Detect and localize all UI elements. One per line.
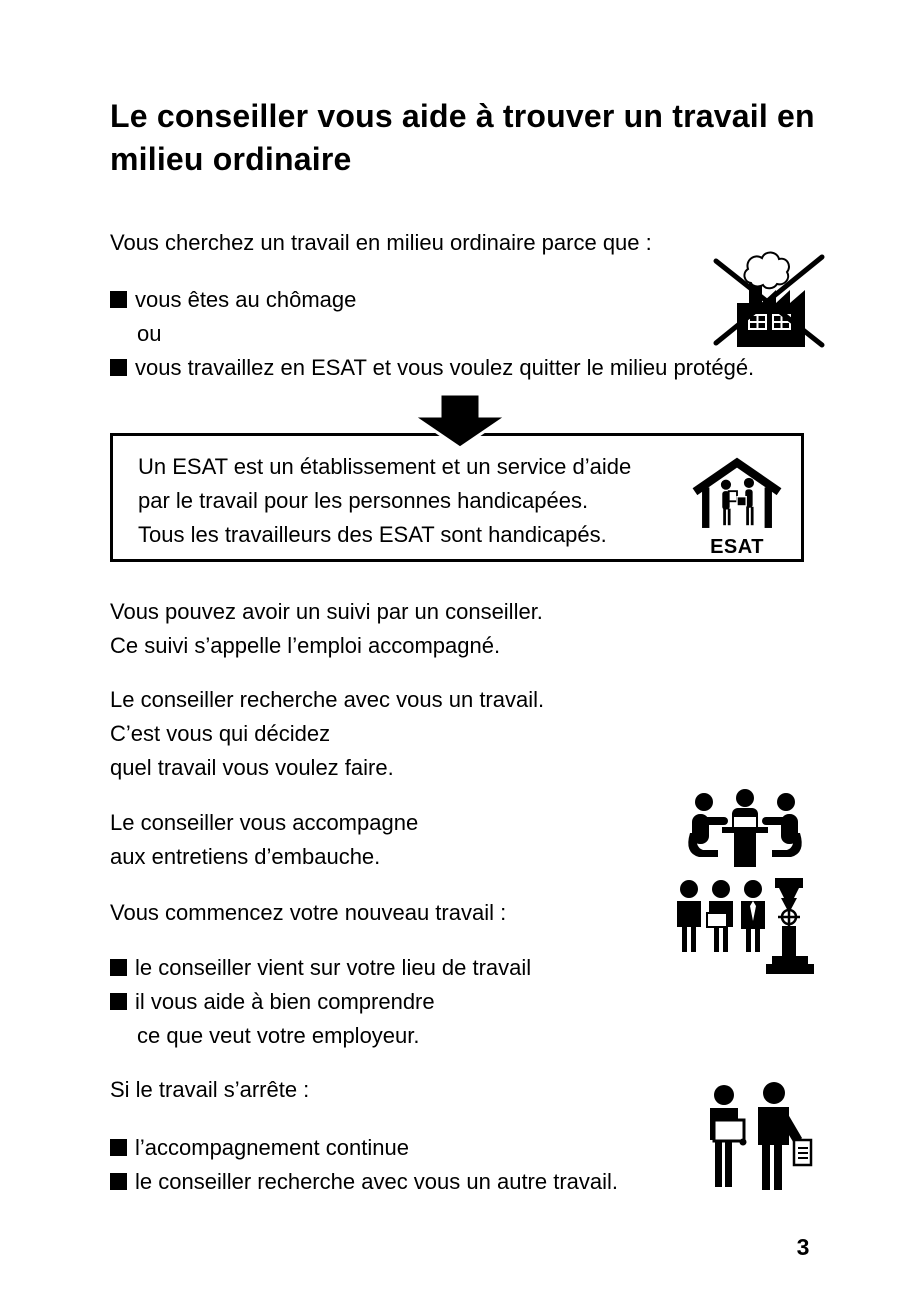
esat-box-line-3: Tous les travailleurs des ESAT sont handicapés.: [138, 522, 607, 547]
intro-bullet-2: [110, 351, 754, 385]
search-line-3: quel travail vous voulez faire.: [110, 755, 394, 780]
intro-connector: [137, 317, 161, 351]
bullet-square-icon: [110, 993, 127, 1010]
search-line-2: C’est vous qui décidez: [110, 721, 331, 746]
bullet-square-icon: [110, 291, 127, 308]
new-job-bullet-2: [110, 985, 435, 1019]
crossed-out-factory-icon: [710, 243, 828, 355]
esat-box-line-1: Un ESAT est un établissement et un service d’aide: [138, 454, 632, 479]
new-job-bullet-2-continuation-text: ce que veut votre employeur.: [137, 1023, 420, 1048]
intro-bullet-2-text: vous travaillez en ESAT et vous voulez quitter le milieu protégé.: [135, 355, 755, 380]
new-job-lead: [110, 896, 506, 930]
page-title: Le conseiller vous aide à trouver un travail en milieu ordinaire: [110, 98, 815, 177]
new-job-bullet-1: [110, 951, 531, 985]
follow-up-line-1: Vous pouvez avoir un suivi par un conseiller.: [110, 599, 543, 624]
job-end-bullet-1-text: l’accompagnement continue: [135, 1135, 409, 1160]
bullet-square-icon: [110, 1139, 127, 1156]
job-end-bullet-1: [110, 1131, 409, 1165]
page-number: 3: [796, 1234, 810, 1260]
esat-house-icon: [691, 456, 783, 530]
counselor-worker-icon: [697, 1082, 813, 1192]
new-job-bullet-2-continuation: [137, 1019, 420, 1053]
follow-up-paragraph: [110, 595, 543, 663]
job-end-bullet-2-text: le conseiller recherche avec vous un autre travail.: [135, 1169, 619, 1194]
esat-box-text: [138, 450, 631, 552]
intro-bullet-1: [110, 283, 356, 317]
job-end-lead-text: Si le travail s’arrête :: [110, 1077, 310, 1102]
job-end-bullet-2: [110, 1165, 618, 1199]
follow-up-line-2: Ce suivi s’appelle l’emploi accompagné.: [110, 633, 501, 658]
esat-icon-caption: ESAT: [710, 536, 764, 558]
intro-connector-text: ou: [137, 321, 162, 346]
new-job-bullet-1-text: le conseiller vient sur votre lieu de travail: [135, 955, 532, 980]
down-arrow-icon: [408, 392, 512, 455]
bullet-square-icon: [110, 959, 127, 976]
search-paragraph: [110, 683, 544, 785]
esat-house-icon-wrap: [689, 456, 785, 559]
intro-lead-text: Vous cherchez un travail en milieu ordinaire parce que :: [110, 230, 652, 255]
bullet-square-icon: [110, 359, 127, 376]
search-line-1: Le conseiller recherche avec vous un travail.: [110, 687, 545, 712]
job-end-lead: [110, 1073, 309, 1107]
interview-meeting-icon: [682, 787, 808, 869]
interviews-line-1: Le conseiller vous accompagne: [110, 810, 419, 835]
intro-lead: [110, 226, 652, 260]
esat-box-line-2: par le travail pour les personnes handicapées.: [138, 488, 589, 513]
new-job-bullet-2-text: il vous aide à bien comprendre: [135, 989, 435, 1014]
intro-bullet-1-text: vous êtes au chômage: [135, 287, 357, 312]
interviews-line-2: aux entretiens d’embauche.: [110, 844, 381, 869]
interviews-paragraph: [110, 806, 418, 874]
new-job-lead-text: Vous commencez votre nouveau travail :: [110, 900, 507, 925]
workplace-machine-icon: [672, 876, 814, 976]
bullet-square-icon: [110, 1173, 127, 1190]
